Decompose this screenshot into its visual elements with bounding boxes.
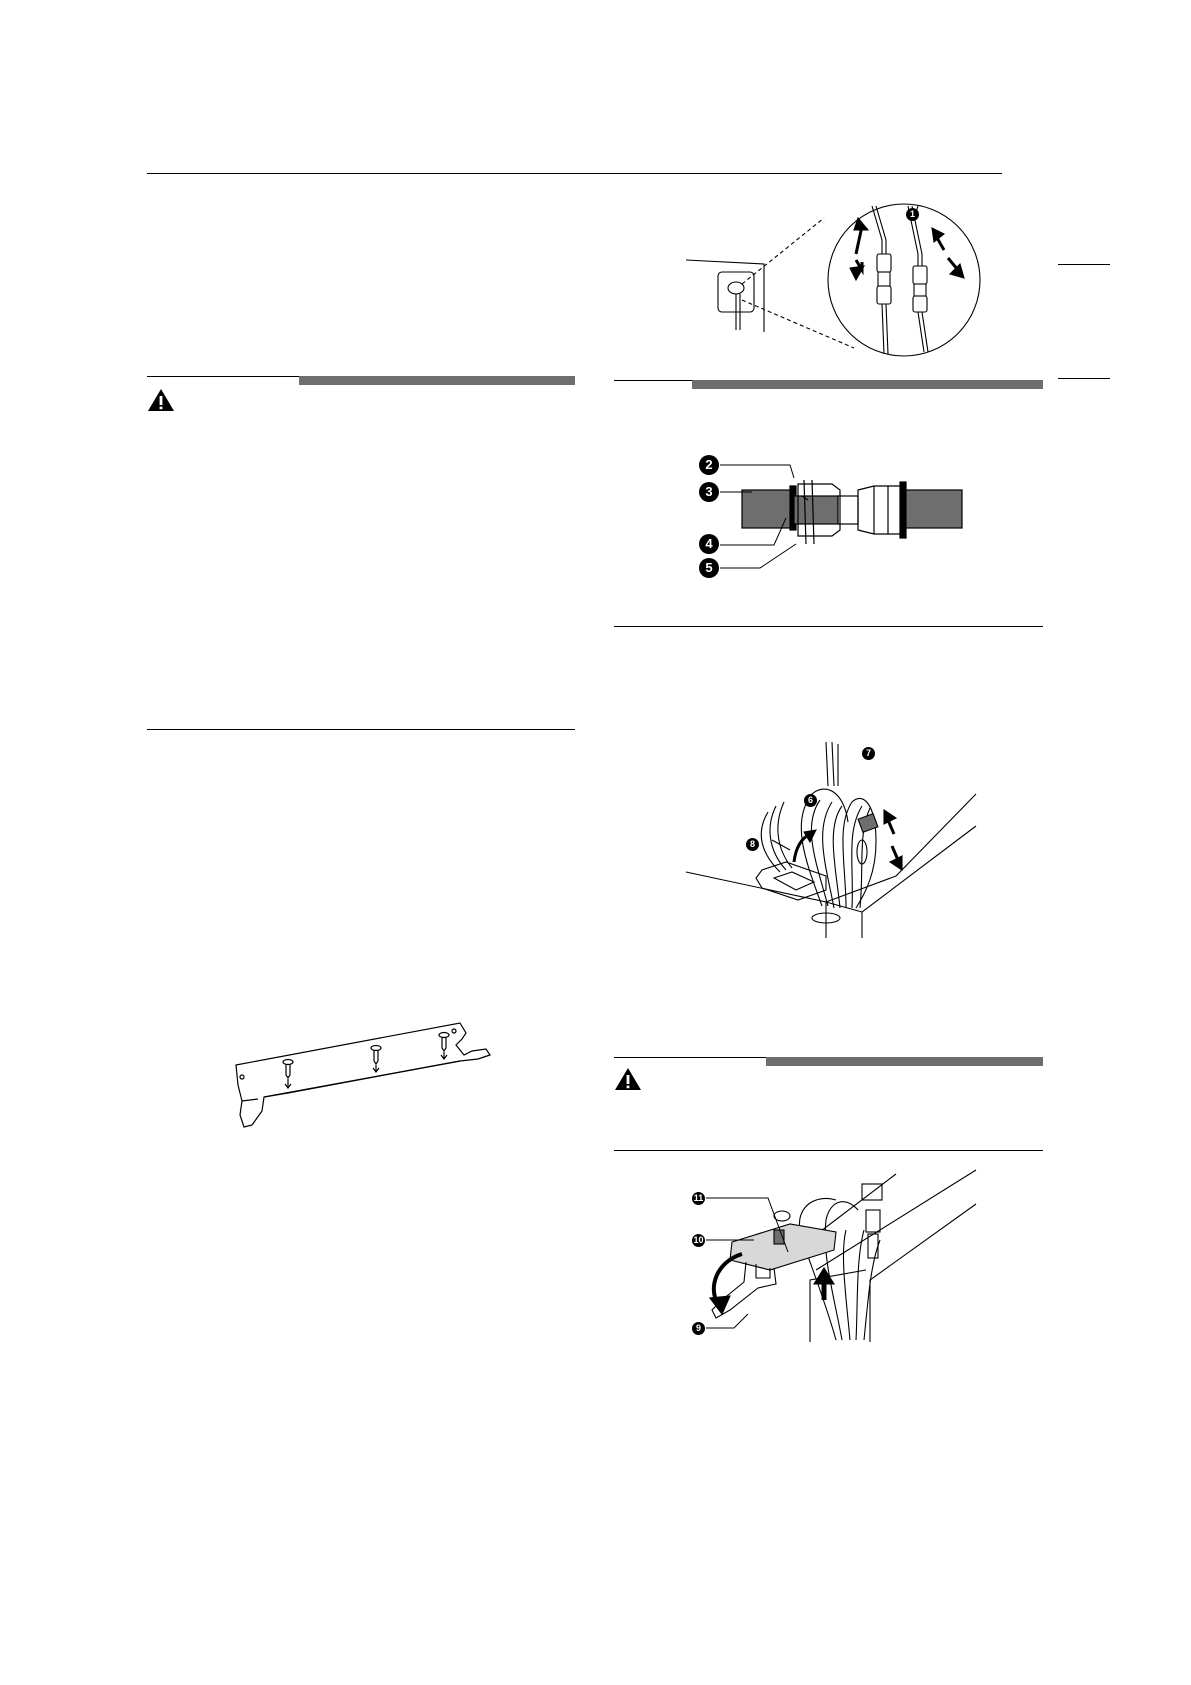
- callout-7: 7: [862, 747, 875, 760]
- right-heading-bar: [692, 380, 1043, 389]
- callout-2: 2: [699, 455, 719, 475]
- warning-triangle-icon: [147, 388, 175, 412]
- left-warning-rule: [147, 376, 299, 377]
- water-line-connector-illustration: [686, 200, 976, 360]
- callout-11: 11: [693, 1193, 704, 1203]
- callout-6: 6: [804, 794, 817, 807]
- mounting-bracket-illustration: [228, 1015, 498, 1140]
- side-tab-rule-bottom: [1058, 378, 1110, 379]
- wire-harness-illustration: [686, 742, 976, 938]
- callout-10: 10: [693, 1235, 704, 1245]
- right-warning-heading-bar: [766, 1057, 1043, 1066]
- side-tab-rule-top: [1058, 264, 1110, 265]
- callout-1: 1: [906, 208, 919, 221]
- right-warning-rule: [614, 1057, 766, 1058]
- callout-4: 4: [699, 534, 719, 554]
- callout-5: 5: [699, 558, 719, 578]
- page-header-rule: [147, 173, 1002, 174]
- right-heading-rule: [614, 380, 692, 381]
- callout-8: 8: [746, 838, 759, 851]
- left-warning-heading-bar: [299, 376, 575, 385]
- left-section-rule: [147, 729, 575, 730]
- callout-9: 9: [692, 1322, 705, 1335]
- warning-triangle-icon: [614, 1067, 642, 1091]
- pipe-fitting-leader-lines: [718, 460, 818, 570]
- right-section-rule-1: [614, 626, 1043, 627]
- right-section-rule-2: [614, 1150, 1043, 1151]
- cover-plate-leader-lines: [704, 1196, 824, 1336]
- callout-3: 3: [699, 482, 719, 502]
